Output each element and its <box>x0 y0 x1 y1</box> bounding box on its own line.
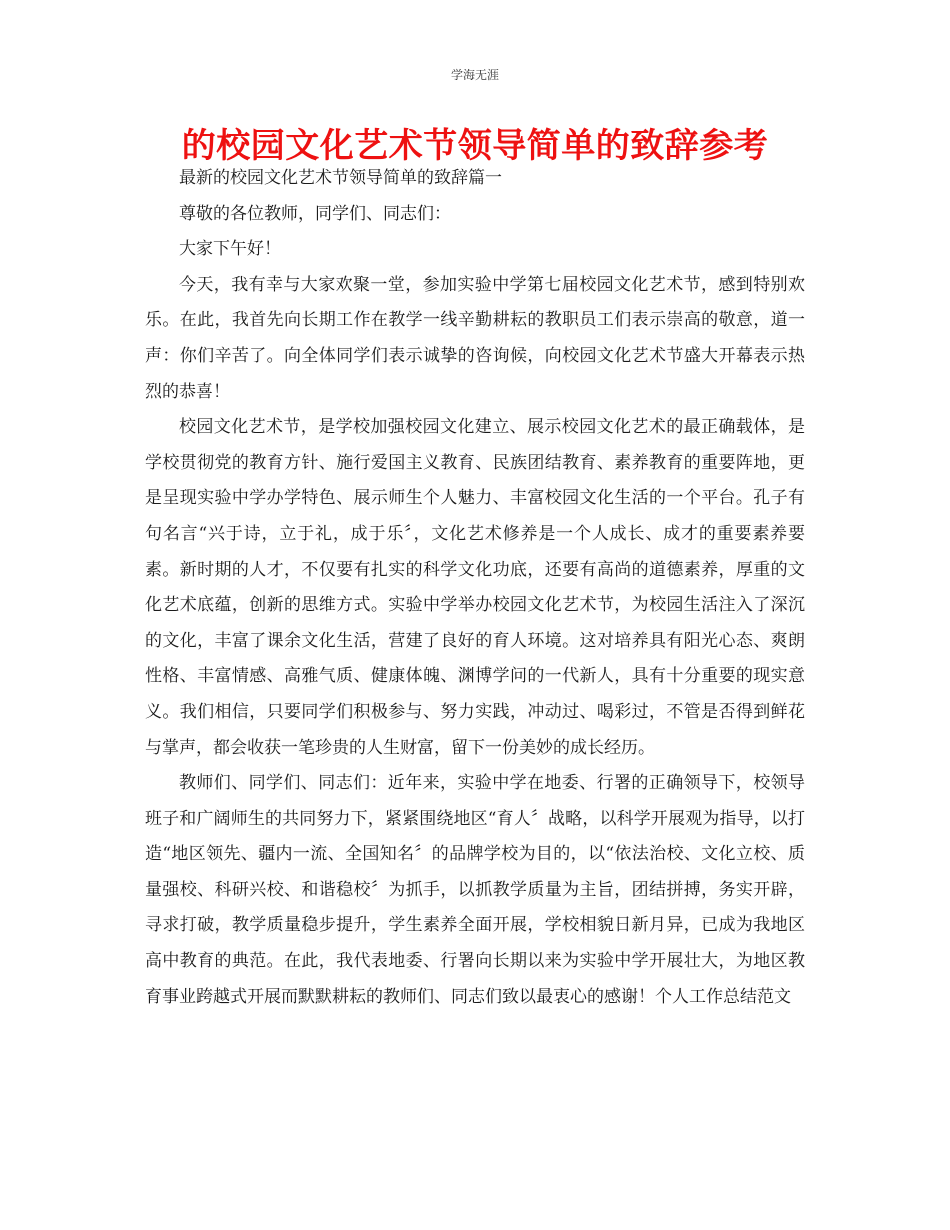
page-header: 学海无涯 <box>450 68 499 82</box>
greeting: 大家下午好！ <box>179 239 281 260</box>
document-body <box>145 161 805 1015</box>
document-title: 的校园文化艺术节领导简单的致辞参考 <box>181 126 769 166</box>
section-heading: 最新的校园文化艺术节领导简单的致辞篇一 <box>179 168 502 188</box>
body-paragraph: 教师们、同学们、同志们：近年来，实验中学在地委、行署的正确领导下，校领导班子和广阔师生的共同努力下，紧紧围绕地区“育人〞战略，以科学开展观为指导，以打造“地区领先、疆内一流、全国知名〞的品牌学校为目的，以“依法治校、文化立校、质量强校、科研兴校、和谐稳校〞为抓手，以抓教学质量为主旨，团结拼搏，务实开辟，寻求打破，教学质量稳步提升，学生素养全面开展，学校相貌日新月异，已成为我地区高中教育的典范。在此，我代表地委、行署向长期以来为实验中学开展壮大，为地区教育事业跨越式开展而默默耕耘的教师们、同志们致以最衷心的感谢！个人工作总结范文 <box>145 773 805 1007</box>
body-paragraph: 今天，我有幸与大家欢聚一堂，参加实验中学第七届校园文化艺术节，感到特别欢乐。在此，我首先向长期工作在教学一线辛勤耕耘的教职员工们表示崇高的敬意，道一声：你们辛苦了。向全体同学们表示诚挚的咨询候，向校园文化艺术节盛大开幕表示热烈的恭喜！ <box>145 274 805 402</box>
salutation: 尊敬的各位教师，同学们、同志们： <box>179 203 451 224</box>
body-paragraph: 校园文化艺术节，是学校加强校园文化建立、展示校园文化艺术的最正确载体，是学校贯彻党的教育方针、施行爱国主义教育、民族团结教育、素养教育的重要阵地，更是呈现实验中学办学特色、展示师生个人魅力、丰富校园文化生活的一个平台。孔子有句名言“兴于诗，立于礼，成于乐〞，文化艺术修养是一个人成长、成才的重要素养要素。新时期的人才，不仅要有扎实的科学文化功底，还要有高尚的道德素养，厚重的文化艺术底蕴，创新的思维方式。实验中学举办校园文化艺术节，为校园生活注入了深沉的文化，丰富了课余文化生活，营建了良好的育人环境。这对培养具有阳光心态、爽朗性格、丰富情感、高雅气质、健康体魄、渊博学问的一代新人，具有十分重要的现实意义。我们相信，只要同学们积极参与、努力实践，冲动过、喝彩过，不管是否得到鲜花与掌声，都会收获一笔珍贵的人生财富，留下一份美妙的成长经历。 <box>145 417 805 758</box>
